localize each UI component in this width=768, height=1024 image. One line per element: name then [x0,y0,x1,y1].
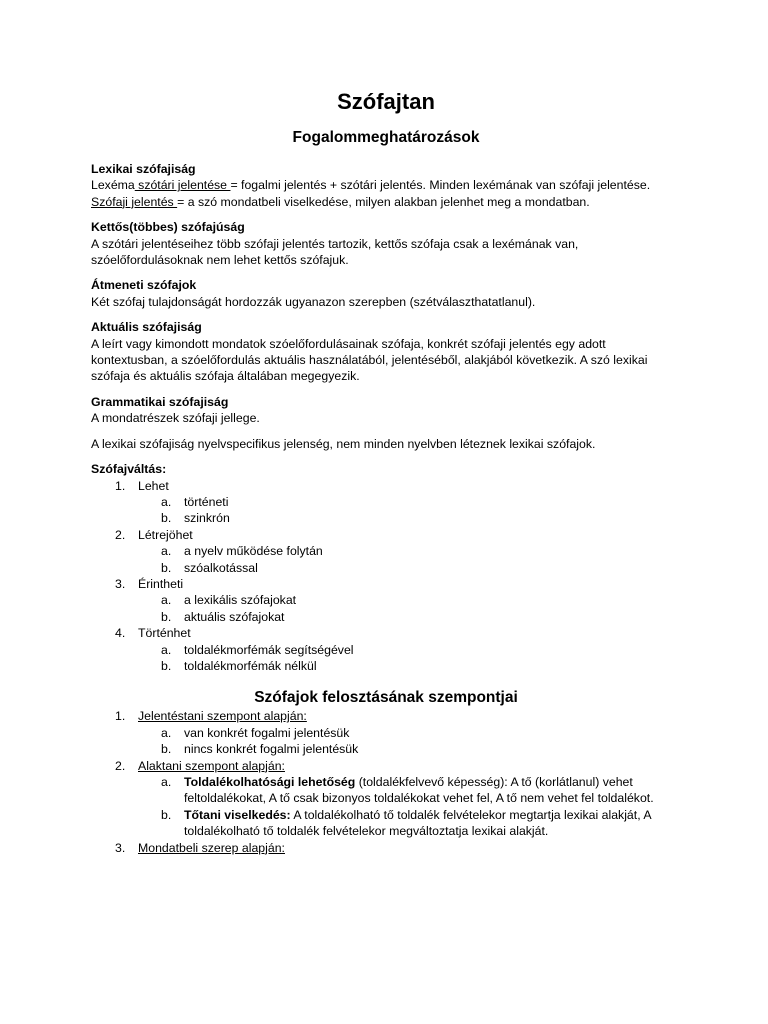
sub-list-item [138,642,681,658]
atmeneti-block [91,277,681,310]
grammatikai-text: A mondatrészek szófaji jellege. [91,411,260,426]
lexema-word: Lexéma [91,178,135,193]
sub-list-item-label: aktuális szófajokat [184,609,285,624]
lexikai-line1 [91,177,681,193]
sub-list-item [138,807,681,840]
sub-marker: a. [161,642,172,657]
aktualis-text: A leírt vagy kimondott mondatok szóelőfordulásainak szófaja, konkrét szófaji jelentés egy adott kontextusban, a szóelőfordulás aktuális használatából, jelentéséből, alakjából következik. A szó lexikai szófaja és aktuális szófaja általában megegyezik. [91,336,648,384]
sub-list-item [138,774,681,807]
grammatikai-block [91,394,681,427]
szofajvaltas-block [91,461,681,477]
sub-list-item-label: nincs konkrét fogalmi jelentésük [184,742,359,757]
sub-marker: b. [161,742,172,757]
lexikai-line2-text: = a szó mondatbeli viselkedése, milyen alakban jelenhet meg a mondatban. [177,194,590,209]
list-item [91,625,681,674]
list-item-label: Alaktani szempont alapján: [138,758,285,773]
sub-list-item [138,592,681,608]
szotari-jelentese-term: szótári jelentése [134,178,231,193]
sub-marker: b. [161,609,172,624]
sub-list-item [138,609,681,625]
list-item-label: Érintheti [138,576,184,591]
lexikai-line1-text: = fogalmi jelentés + szótári jelentés. Minden lexémának van szófaji jelentése. [230,178,651,193]
sub-list-item [138,543,681,559]
sub-list-item-label: szinkrón [184,511,230,526]
sub-marker: b. [161,560,172,575]
section-heading-felosztas: Szófajok felosztásának szempontjai [254,689,518,707]
document-page [91,88,681,856]
list-item [91,758,681,840]
list-marker: 3. [115,576,126,591]
sub-list [138,592,681,625]
sub-list-item [138,741,681,757]
szofaji-jelentes-term: Szófaji jelentés [91,194,178,209]
szofajvaltas-list [91,478,681,675]
sub-list-item [138,494,681,510]
kettos-heading: Kettős(többes) szófajúság [91,220,245,235]
sub-list-item-label: a lexikális szófajokat [184,593,297,608]
nyelvspec-text: A lexikai szófajiság nyelvspecifikus jelenség, nem minden nyelvben léteznek lexikai szófajok. [91,436,596,451]
nyelvspec-block [91,436,681,452]
sub-item-text: (toldalékfelvevő képesség): A tő (korlátlanul) vehet feltoldalékokat, A tő csak bizonyos toldalékokat vehet fel, A tő nem vehet fel toldalékot. [184,775,654,806]
sub-marker: b. [161,511,172,526]
list-item-label: Lehet [138,478,169,493]
sub-list [138,725,681,758]
sub-list [138,543,681,576]
kettos-block [91,219,681,268]
list-item [91,708,681,757]
felosztas-list [91,708,681,856]
sub-list-item-label: toldalékmorfémák nélkül [184,658,317,673]
sub-item-text: A toldalékolható tő toldalék felvételekor megtartja lexikai alakját, A toldalékolható tő toldalék felvételekor megváltoztatja lexikai alakját. [184,807,651,839]
list-marker: 3. [115,840,126,855]
list-item-label: Jelentéstani szempont alapján: [138,709,307,724]
aktualis-block [91,319,681,385]
atmeneti-heading: Átmeneti szófajok [91,278,197,293]
list-item-label: Mondatbeli szerep alapján: [138,840,285,855]
sub-marker: a. [161,775,172,789]
list-item [91,576,681,625]
sub-item-bold-term: Tőtani viselkedés: [184,807,291,822]
sub-marker: a. [161,544,172,559]
sub-list-item-label: történeti [184,494,229,509]
list-item-label: Létrejöhet [138,527,193,542]
list-item [91,840,681,856]
lexikai-line2 [91,194,681,210]
sub-list-item-label: toldalékmorfémák segítségével [184,642,354,657]
sub-list [138,642,681,675]
sub-list-item [138,560,681,576]
sub-marker: b. [161,658,172,673]
sub-list-item [138,658,681,674]
sub-list [138,774,681,840]
aktualis-heading: Aktuális szófajiság [91,320,202,335]
list-marker: 4. [115,626,126,641]
sub-list-item-label: szóalkotással [184,560,258,575]
kettos-text: A szótári jelentéseihez több szófaji jelentés tartozik, kettős szófaja csak a lexémának van, szóelőfordulásoknak nem lehet kettős szófajuk. [91,236,579,268]
sub-marker: b. [161,807,172,822]
sub-marker: a. [161,593,172,608]
list-item-label: Történhet [138,626,191,641]
sub-list [138,494,681,527]
list-item [91,527,681,576]
sub-marker: a. [161,494,172,509]
szofajvaltas-heading: Szófajváltás: [91,462,167,477]
list-marker: 1. [115,709,126,724]
sub-item-bold-term: Toldalékolhatósági lehetőség [184,775,356,789]
lexikai-block [91,161,681,210]
sub-list-item-label: van konkrét fogalmi jelentésük [184,725,350,740]
list-marker: 1. [115,478,126,493]
sub-list-item [138,510,681,526]
grammatikai-heading: Grammatikai szófajiság [91,394,229,409]
page-title: Szófajtan [337,89,435,114]
sub-list-item-label: a nyelv működése folytán [184,544,323,559]
list-item [91,478,681,527]
list-marker: 2. [115,758,126,773]
lexikai-heading: Lexikai szófajiság [91,162,196,176]
sub-list-item [138,725,681,741]
sub-marker: a. [161,725,172,740]
atmeneti-text: Két szófaj tulajdonságát hordozzák ugyanazon szerepben (szétválaszthatatlanul). [91,294,536,309]
section-heading-fogalom: Fogalommeghatározások [292,129,480,146]
list-marker: 2. [115,527,126,542]
